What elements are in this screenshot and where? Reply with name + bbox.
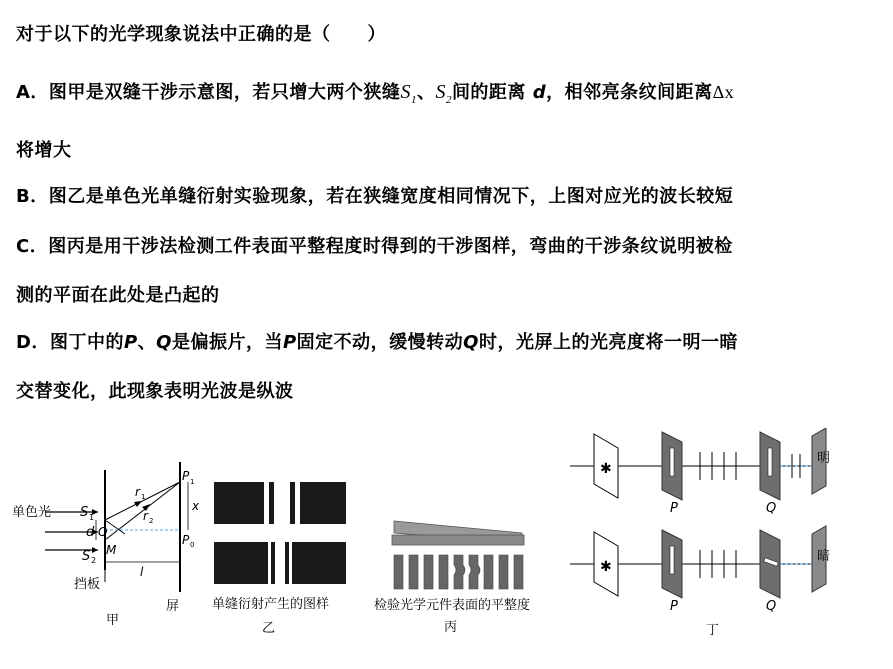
option-d-line1: D．图丁中的P、Q是偏振片，当P固定不动，缓慢转动Q时，光屏上的光亮度将一明一暗 <box>16 332 738 353</box>
option-a-continued: 将增大 <box>16 140 72 161</box>
figure-ding-caption: 丁 <box>706 623 720 638</box>
svg-text:S: S <box>82 549 91 564</box>
option-a: A．图甲是双缝干涉示意图，若只增大两个狭缝$S_1$、$S_2$间的距离 d，相邻亮条纹间距离Δx <box>16 81 735 106</box>
workpiece-plate <box>392 535 524 545</box>
starburst-icon: ✱ <box>600 461 612 477</box>
svg-text:✱: ✱ <box>600 559 612 575</box>
option-d-line2: 交替变化，此现象表明光波是纵波 <box>16 381 294 402</box>
svg-text:M: M <box>106 543 117 557</box>
svg-text:l: l <box>140 565 144 579</box>
svg-text:1: 1 <box>89 513 95 522</box>
option-b: B．图乙是单色光单缝衍射实验现象，若在狭缝宽度相同情况下，上图对应光的波长较短 <box>16 186 734 207</box>
screen-label: 屏 <box>166 599 180 614</box>
svg-text:d: d <box>86 525 95 540</box>
baffle-label: 挡板 <box>74 577 101 592</box>
svg-text:P: P <box>670 599 678 614</box>
svg-text:2: 2 <box>149 517 154 525</box>
svg-text:0: 0 <box>190 541 195 549</box>
figure-ding-polarizers <box>570 428 870 643</box>
svg-text:1: 1 <box>190 478 195 486</box>
light-label: 单色光 <box>12 505 52 520</box>
figure-yi-description: 单缝衍射产生的图样 <box>212 597 330 612</box>
figure-bing-description: 检验光学元件表面的平整度 <box>374 598 531 613</box>
svg-text:2: 2 <box>91 556 97 565</box>
svg-text:r: r <box>135 485 140 499</box>
dark-label: 暗 <box>817 549 831 564</box>
svg-text:r: r <box>143 509 148 523</box>
option-c-line1: C．图丙是用干涉法检测工件表面平整程度时得到的干涉图样，弯曲的干涉条纹说明被检 <box>16 236 733 257</box>
figure-bing-flatness <box>372 515 572 635</box>
svg-text:x: x <box>192 499 200 513</box>
svg-text:P: P <box>182 469 190 483</box>
svg-text:Q: Q <box>766 501 777 516</box>
svg-text:P: P <box>670 501 678 516</box>
svg-text:1: 1 <box>141 493 146 501</box>
figure-jia-double-slit <box>10 462 210 632</box>
bright-label: 明 <box>817 451 831 466</box>
figure-jia-caption: 甲 <box>106 613 120 628</box>
interference-fringes <box>394 555 523 589</box>
figure-bing-caption: 丙 <box>444 620 458 635</box>
svg-text:Q: Q <box>766 599 777 614</box>
question-stem: 对于以下的光学现象说法中正确的是（ ） <box>16 24 386 45</box>
svg-text:O: O <box>98 525 108 539</box>
option-c-line2: 测的平面在此处是凸起的 <box>16 285 220 306</box>
figure-yi-caption: 乙 <box>262 621 276 636</box>
figure-yi-diffraction <box>212 478 362 638</box>
svg-text:P: P <box>182 533 190 547</box>
svg-text:S: S <box>80 505 89 520</box>
